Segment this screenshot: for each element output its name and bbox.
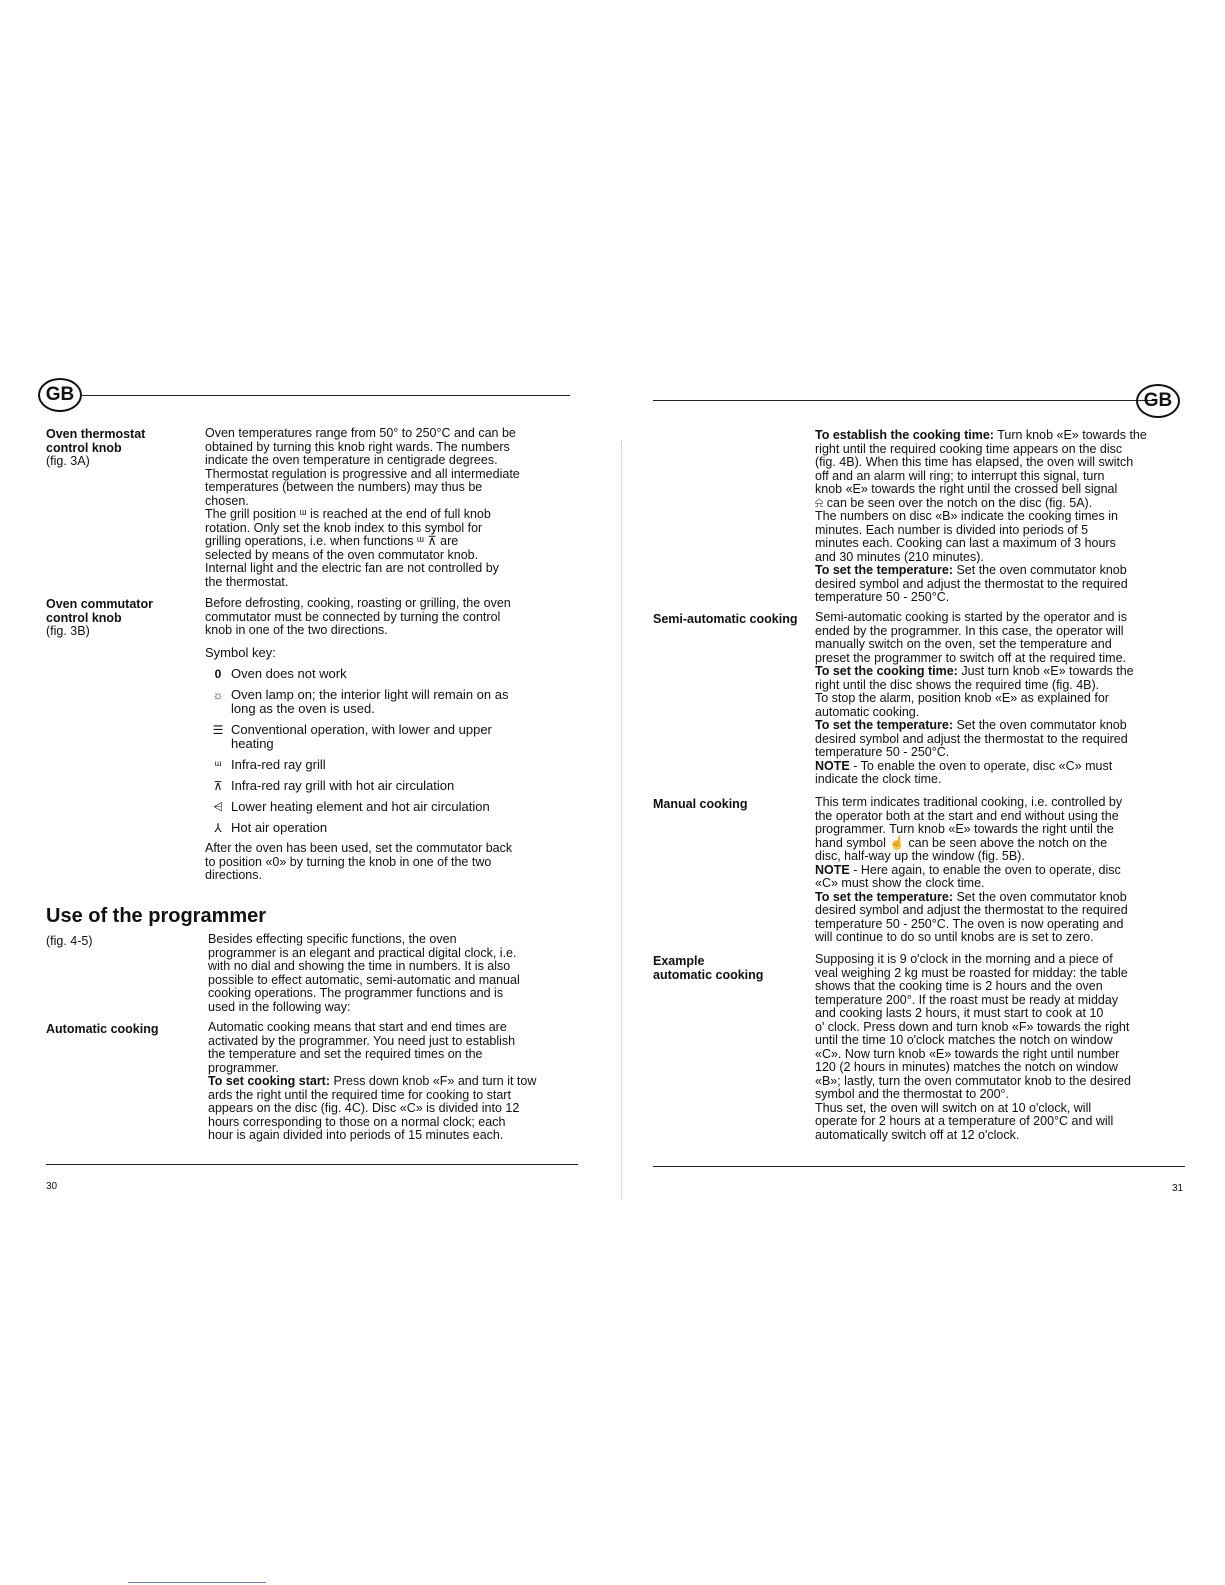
- text-line: directions.: [205, 868, 262, 882]
- text-line: used in the following way:: [208, 999, 351, 1014]
- symbol-text: Infra-red ray grill with hot air circulation: [231, 778, 455, 793]
- text-run: Just turn knob «E» towards the: [957, 664, 1134, 678]
- text-line: Internal light and the electric fan are not controlled by: [205, 561, 499, 575]
- text-line: temperatures (between the numbers) may thus be: [205, 480, 483, 494]
- semi-automatic-text: [815, 611, 1205, 787]
- lower-heat-fan-icon: ⩤: [213, 800, 223, 814]
- symbol-row: [205, 758, 585, 772]
- text-line: programmer.: [208, 1060, 279, 1075]
- cooking-start-heading: To set cooking start:: [208, 1074, 331, 1088]
- text-line: indicate the clock time.: [815, 772, 942, 786]
- label-line: control knob: [46, 610, 122, 625]
- text-line: [815, 429, 1205, 443]
- footer-rule-left: [46, 1164, 578, 1165]
- symbol-row: [205, 800, 585, 814]
- automatic-cooking-label: Automatic cooking: [46, 1022, 159, 1036]
- set-temperature-heading: To set the temperature:: [815, 718, 953, 732]
- text-line: [815, 719, 1205, 733]
- set-temperature-heading: To set the temperature:: [815, 563, 953, 577]
- text-line: veal weighing 2 kg must be roasted for midday: the table: [815, 965, 1128, 980]
- text-line: ards the right until the required time for cooking to start: [208, 1087, 511, 1102]
- text-line: desired symbol and adjust the thermostat to the required: [815, 903, 1128, 917]
- note-heading: NOTE: [815, 758, 850, 773]
- text-line: to position «0» by turning the knob in one of the two: [205, 854, 492, 869]
- text-line: with no dial and showing the time in numbers. It is also: [208, 959, 511, 973]
- right-page: [612, 0, 1225, 1585]
- symbol-row: [205, 723, 585, 751]
- section-heading: Use of the programmer: [46, 905, 267, 927]
- text-line: possible to effect automatic, semi-automatic and manual: [208, 972, 520, 987]
- automatic-cooking-text: [208, 1021, 588, 1143]
- text-run: Set the oven commutator knob: [953, 889, 1127, 904]
- label-line: Oven commutator: [46, 597, 153, 611]
- page-number-right: 31: [1172, 1183, 1184, 1194]
- text-line: (fig. 4B). When this time has elapsed, the oven will switch: [815, 455, 1134, 469]
- text-line: Oven temperatures range from 50° to 250°C and can be: [205, 426, 516, 440]
- text-line: [208, 1075, 588, 1089]
- symbol-text: Lower heating element and hot air circulation: [231, 799, 490, 814]
- text-line: the thermostat.: [205, 574, 289, 589]
- text-line: Semi-automatic cooking is started by the operator and is: [815, 610, 1127, 624]
- text-run: Press down knob «F» and turn it tow: [330, 1074, 537, 1088]
- text-line: knob «E» towards the right until the crossed bell signal: [815, 482, 1118, 496]
- text-line: The grill position ᵚ is reached at the end of full knob: [205, 507, 491, 521]
- text-line: until the time 10 o'clock matches the notch on window: [815, 1033, 1113, 1047]
- example-automatic-text: [815, 953, 1205, 1142]
- text-line: Automatic cooking means that start and end times are: [208, 1020, 507, 1034]
- text-line: and cooking lasts 2 hours, it must start to cook at 10: [815, 1006, 1104, 1020]
- example-automatic-label: [653, 955, 763, 982]
- grill-icon: ᵚ: [214, 758, 222, 772]
- text-line: knob in one of the two directions.: [205, 623, 388, 637]
- text-line: will continue to do so until knobs are is set to zero.: [815, 930, 1094, 944]
- text-line: grilling operations, i.e. when functions ᵚ ⊼ are: [205, 534, 459, 548]
- text-line: desired symbol and adjust the thermostat to the required: [815, 576, 1128, 591]
- oven-thermostat-label: [46, 428, 145, 469]
- symbol-text: Conventional operation, with lower and upper: [231, 722, 492, 737]
- symbol-text: heating: [231, 736, 274, 751]
- text-line: and 30 minutes (210 minutes).: [815, 549, 984, 564]
- semi-automatic-label: Semi-automatic cooking: [653, 612, 798, 626]
- note-heading: NOTE: [815, 862, 850, 877]
- oven-commutator-label: [46, 598, 153, 639]
- text-line: automatic cooking.: [815, 704, 920, 719]
- text-line: temperature 50 - 250°C.: [815, 745, 950, 759]
- text-line: right until the disc shows the required time (fig. 4B).: [815, 677, 1100, 692]
- symbol-row: [205, 688, 585, 716]
- text-line: preset the programmer to switch off at the required time.: [815, 650, 1127, 665]
- text-line: [815, 760, 1205, 774]
- hot-air-icon: ⅄: [214, 821, 222, 835]
- label-line: control knob: [46, 440, 122, 455]
- text-line: manually switch on the oven, set the temperature and: [815, 637, 1112, 651]
- text-line: automatically switch off at 12 o'clock.: [815, 1127, 1020, 1142]
- gb-badge-right: GB: [1136, 384, 1180, 418]
- label-line: Oven thermostat: [46, 427, 146, 441]
- manual-cooking-label: Manual cooking: [653, 797, 748, 811]
- text-line: off and an alarm will ring; to interrupt this signal, turn: [815, 468, 1105, 483]
- grill-fan-icon: ⊼: [213, 779, 223, 793]
- bottom-link-rule: [128, 1582, 266, 1583]
- text-run: - To enable the oven to operate, disc «C» must: [849, 758, 1113, 773]
- text-line: programmer. Turn knob «E» towards the right until the: [815, 822, 1114, 836]
- programmer-label: (fig. 4-5): [46, 934, 93, 948]
- symbol-text: Oven does not work: [231, 666, 347, 681]
- establish-time-heading: To establish the cooking time:: [815, 428, 994, 442]
- text-line: Thermostat regulation is progressive and all intermediate: [205, 466, 520, 481]
- text-line: Thus set, the oven will switch on at 10 o'clock, will: [815, 1100, 1092, 1115]
- symbol-text: long as the oven is used.: [231, 701, 375, 716]
- text-line: «B»; lastly, turn the oven commutator knob to the desired: [815, 1073, 1131, 1088]
- header-rule-left: [82, 395, 570, 396]
- text-line: cooking operations. The programmer functions and is: [208, 986, 504, 1000]
- text-line: hour is again divided into periods of 15 minutes each.: [208, 1128, 504, 1142]
- label-line: automatic cooking: [653, 967, 764, 982]
- text-run: Turn knob «E» towards the: [993, 428, 1147, 442]
- text-line: the temperature and set the required times on the: [208, 1047, 483, 1061]
- text-run: Set the oven commutator knob: [953, 718, 1127, 732]
- symbol-row: [205, 779, 585, 793]
- text-line: temperature 50 - 250°C.: [815, 590, 950, 604]
- text-line: indicate the oven temperature in centigrade degrees.: [205, 453, 498, 467]
- establish-time-text: [815, 429, 1205, 605]
- text-line: rotation. Only set the knob index to this symbol for: [205, 520, 483, 535]
- text-line: «C» must show the clock time.: [815, 876, 985, 890]
- text-run: - Here again, to enable the oven to operate, disc: [849, 862, 1121, 877]
- text-line: Supposing it is 9 o'clock in the morning and a piece of: [815, 952, 1113, 966]
- text-line: programmer is an elegant and practical digital clock, i.e.: [208, 945, 517, 960]
- label-line: (fig. 3A): [46, 454, 90, 468]
- symbol-text: Infra-red ray grill: [231, 757, 326, 772]
- text-line: selected by means of the oven commutator knob.: [205, 547, 479, 562]
- text-line: To stop the alarm, position knob «E» as explained for: [815, 691, 1109, 705]
- label-line: (fig. 3B): [46, 624, 90, 638]
- text-line: commutator must be connected by turning the control: [205, 609, 501, 624]
- text-line: Before defrosting, cooking, roasting or grilling, the oven: [205, 596, 511, 610]
- text-line: obtained by turning this knob right wards. The numbers: [205, 439, 510, 454]
- page-number-left: 30: [46, 1181, 58, 1192]
- left-page: [0, 0, 612, 1585]
- text-line: ended by the programmer. In this case, the operator will: [815, 623, 1124, 638]
- set-temperature-heading: To set the temperature:: [815, 889, 953, 904]
- text-line: hand symbol ☝ can be seen above the notch on the: [815, 835, 1108, 850]
- text-run: Set the oven commutator knob: [953, 563, 1127, 577]
- text-line: The numbers on disc «B» indicate the cooking times in: [815, 509, 1118, 523]
- text-line: operate for 2 hours at a temperature of 200°C and will: [815, 1114, 1114, 1128]
- text-line: Besides effecting specific functions, the oven: [208, 932, 457, 946]
- symbol-row: [205, 667, 585, 681]
- text-line: minutes each. Cooking can last a maximum of 3 hours: [815, 536, 1116, 550]
- text-line: 120 (2 hours in minutes) matches the notch on window: [815, 1060, 1118, 1074]
- text-line: ⍾ can be seen over the notch on the disc (fig. 5A).: [815, 495, 1093, 510]
- text-line: chosen.: [205, 493, 249, 508]
- programmer-text: [208, 933, 586, 1014]
- symbol-text: Hot air operation: [231, 820, 328, 835]
- text-line: After the oven has been used, set the commutator back: [205, 841, 513, 855]
- header-rule-right: [653, 400, 1153, 401]
- text-line: This term indicates traditional cooking, i.e. controlled by: [815, 795, 1123, 809]
- text-line: [815, 891, 1205, 905]
- symbol-key-title: Symbol key:: [205, 644, 276, 660]
- off-icon: 0: [214, 667, 222, 681]
- text-line: temperature 50 - 250°C. The oven is now operating and: [815, 916, 1124, 931]
- manual-cooking-text: [815, 796, 1205, 945]
- text-line: «C». Now turn knob «E» towards the right until number: [815, 1046, 1120, 1061]
- lamp-icon: ☼: [212, 688, 224, 702]
- text-line: o' clock. Press down and turn knob «F» towards the right: [815, 1019, 1130, 1034]
- oven-thermostat-text: [205, 427, 585, 589]
- footer-rule-right: [653, 1166, 1185, 1167]
- text-line: symbol and the thermostat to 200°.: [815, 1087, 1009, 1101]
- text-line: activated by the programmer. You need just to establish: [208, 1033, 516, 1048]
- text-line: disc, half-way up the window (fig. 5B).: [815, 849, 1025, 863]
- symbol-row: [205, 821, 585, 835]
- text-line: [815, 864, 1205, 878]
- text-line: hours corresponding to those on a normal clock; each: [208, 1114, 506, 1129]
- oven-commutator-text: [205, 597, 585, 883]
- set-cooking-time-heading: To set the cooking time:: [815, 664, 958, 678]
- text-line: appears on the disc (fig. 4C). Disc «C» is divided into 12: [208, 1101, 520, 1115]
- text-line: shows that the cooking time is 2 hours and the oven: [815, 979, 1103, 993]
- text-line: [815, 665, 1205, 679]
- text-line: minutes. Each number is divided into periods of 5: [815, 522, 1089, 537]
- text-line: the operator both at the start and end without using the: [815, 808, 1119, 823]
- label-line: Example: [653, 954, 705, 968]
- text-line: [815, 564, 1205, 578]
- conventional-heating-icon: ☰: [212, 723, 224, 737]
- text-line: desired symbol and adjust the thermostat to the required: [815, 731, 1128, 746]
- symbol-text: Oven lamp on; the interior light will remain on as: [231, 687, 509, 702]
- text-line: right until the required cooking time appears on the disc: [815, 441, 1123, 456]
- text-line: temperature 200°. If the roast must be ready at midday: [815, 992, 1119, 1007]
- gb-badge-left: GB: [38, 378, 82, 412]
